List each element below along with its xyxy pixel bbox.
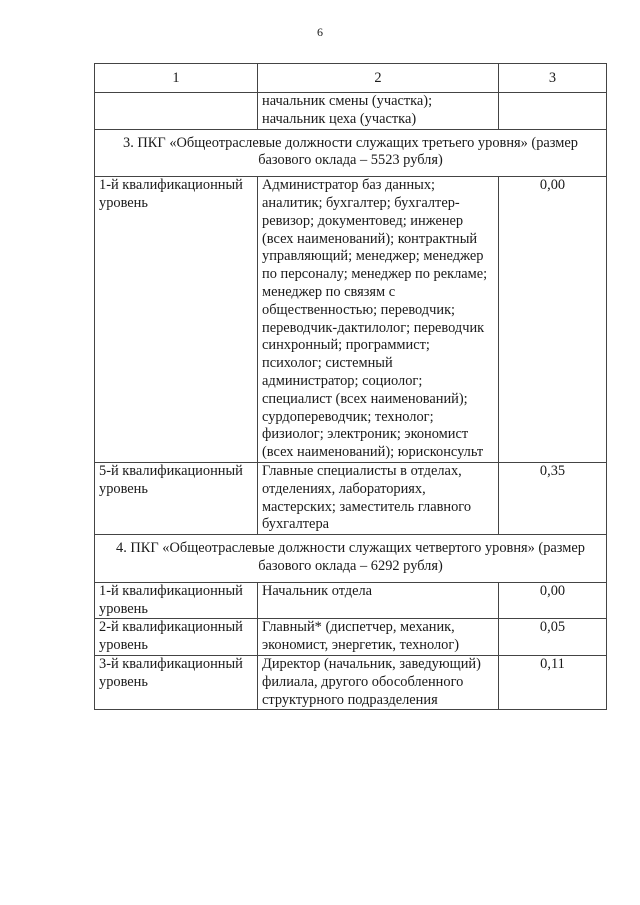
positions-cell-line: физиолог; электроник; экономист [262, 426, 469, 443]
group-heading-line: базового оклада – 5523 рубля) [258, 152, 443, 169]
positions-cell-line: Главный* (диспетчер, механик, [262, 619, 455, 636]
positions-cell-line: (всех наименований); юрисконсульт [262, 444, 484, 461]
positions-cell-line: менеджер по связям с [262, 283, 396, 300]
table-row [95, 93, 607, 130]
positions-cell [258, 177, 499, 463]
page-number: 6 [317, 25, 323, 39]
positions-cell-line: Главные специалисты в отделах, [262, 462, 462, 479]
level-cell-line: 1-й квалификационный [99, 582, 243, 599]
level-cell [95, 93, 258, 130]
positions-cell-line: филиала, другого обособленного [262, 673, 464, 690]
level-cell-line: уровень [99, 673, 148, 690]
positions-cell-line: сурдопереводчик; технолог; [262, 408, 434, 425]
positions-cell-line: Начальник отдела [262, 582, 373, 599]
level-cell [95, 462, 258, 534]
group-heading-line: 4. ПКГ «Общеотраслевые должности служащих четвертого уровня» (размер [116, 540, 585, 557]
table-row [95, 177, 607, 463]
positions-cell [258, 93, 499, 130]
group-heading-line: базового оклада – 6292 рубля) [258, 557, 443, 574]
coefficient-cell: 0,35 [499, 462, 607, 534]
group-heading-line: 3. ПКГ «Общеотраслевые должности служащих третьего уровня» (размер [123, 134, 578, 151]
level-cell-line: уровень [99, 480, 148, 497]
positions-cell-line: специалист (всех наименований); [262, 390, 468, 407]
table-row [95, 582, 607, 619]
positions-cell-line: начальник смены (участка); [262, 93, 433, 109]
positions-cell-line: бухгалтера [262, 516, 330, 533]
group-heading-row [95, 535, 607, 583]
group-heading [95, 129, 607, 177]
positions-cell [258, 462, 499, 534]
column-header-3: 3 [499, 64, 607, 93]
positions-cell [258, 619, 499, 656]
group-heading [95, 535, 607, 583]
coefficient-cell: 0,00 [499, 582, 607, 619]
positions-cell-line: общественностью; переводчик; [262, 301, 456, 318]
level-cell [95, 619, 258, 656]
level-cell [95, 582, 258, 619]
coefficient-cell [499, 93, 607, 130]
positions-cell-line: (всех наименований); контрактный [262, 230, 478, 247]
positions-cell-line: по персоналу; менеджер по рекламе; [262, 266, 488, 283]
positions-cell-line: аналитик; бухгалтер; бухгалтер- [262, 194, 460, 211]
positions-cell-line: переводчик-дактилолог; переводчик [262, 319, 485, 336]
level-cell-line: 2-й квалификационный [99, 619, 243, 636]
positions-cell-line: психолог; системный [262, 355, 393, 372]
level-cell-line: 1-й квалификационный [99, 177, 243, 194]
positions-cell-line: синхронный; программист; [262, 337, 430, 354]
column-header-1: 1 [95, 64, 258, 93]
coefficient-cell: 0,00 [499, 177, 607, 463]
column-header-2: 2 [258, 64, 499, 93]
coefficient-cell: 0,11 [499, 655, 607, 709]
group-heading-row [95, 129, 607, 177]
coefficient-cell: 0,05 [499, 619, 607, 656]
positions-cell-line: ревизор; документовед; инженер [262, 212, 464, 229]
positions-cell-line: начальник цеха (участка) [262, 110, 417, 127]
table-header-row [95, 64, 607, 93]
qualification-table [94, 63, 607, 710]
positions-cell-line: отделениях, лабораториях, [262, 480, 426, 497]
level-cell-line: уровень [99, 637, 148, 654]
positions-cell [258, 582, 499, 619]
positions-cell-line: управляющий; менеджер; менеджер [262, 248, 484, 265]
positions-cell-line: Директор (начальник, заведующий) [262, 655, 481, 672]
positions-cell-line: структурного подразделения [262, 691, 438, 708]
level-cell-line: 5-й квалификационный [99, 462, 243, 479]
level-cell [95, 655, 258, 709]
table-body [95, 64, 607, 710]
table-row [95, 462, 607, 534]
level-cell-line: уровень [99, 600, 148, 617]
positions-cell-line: экономист, энергетик, технолог) [262, 637, 460, 654]
positions-cell-line: мастерских; заместитель главного [262, 498, 472, 515]
level-cell-line: уровень [99, 194, 148, 211]
level-cell-line: 3-й квалификационный [99, 655, 243, 672]
positions-cell-line: администратор; социолог; [262, 372, 423, 389]
table-row [95, 619, 607, 656]
positions-cell-line: Администратор баз данных; [262, 177, 436, 194]
table-row [95, 655, 607, 709]
level-cell [95, 177, 258, 463]
positions-cell [258, 655, 499, 709]
